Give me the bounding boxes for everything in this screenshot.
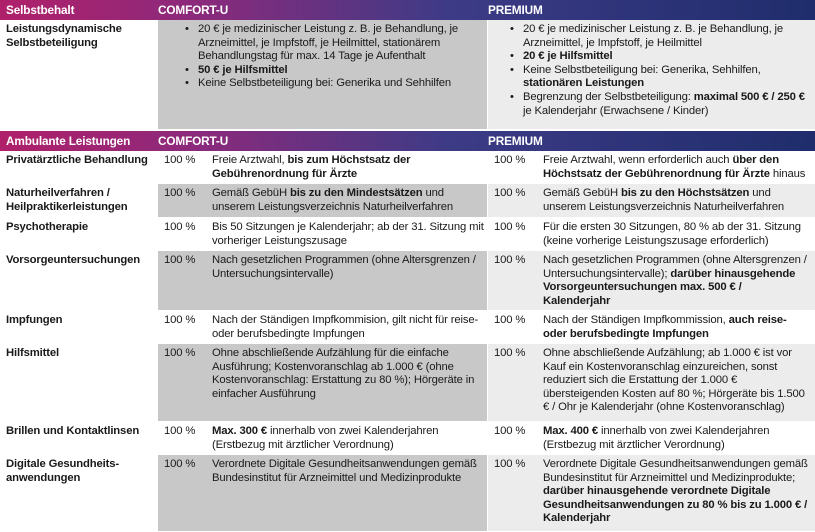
- comfort-percentage: 100 %: [164, 458, 196, 470]
- comfort-bullet-list: [183, 23, 483, 91]
- premium-percentage: 100 %: [494, 154, 526, 166]
- premium-percentage: 100 %: [494, 314, 526, 326]
- premium-description: Gemäß GebüH bis zu den Höchstsätzen und unserem Leistungsverzeichnis Naturheilverfahren: [543, 187, 784, 213]
- table-row: [0, 344, 815, 422]
- list-item: • Begrenzung der Selbstbeteiligung: maximal 500 € / 250 € je Kalenderjahr (Erwachsene / Kinder): [508, 91, 811, 118]
- list-item: • Keine Selbstbeteiligung bei: Generika und Sehhilfen: [183, 77, 483, 91]
- premium-description: Ohne abschließende Aufzählung; ab 1.000 € ist vor Kauf ein Kostenvoranschlag einzureichen, sonst reduziert sich die Erstattung der 1.000 € übersteigenden Kosten auf 80 %; Hörgeräte bis 1.500 € / Ohr je Kalenderjahr (ohne Kostenvoranschlag): [543, 347, 805, 414]
- row-label: Vorsorgeuntersuchungen: [6, 254, 140, 266]
- column-header-premium: PREMIUM: [488, 3, 543, 17]
- comfort-percentage: 100 %: [164, 347, 196, 359]
- row-label: Digitale Gesundheits-anwendungen: [6, 458, 119, 484]
- comfort-percentage: 100 %: [164, 187, 196, 199]
- premium-percentage: 100 %: [494, 458, 526, 470]
- table-row: [0, 422, 815, 455]
- premium-percentage: 100 %: [494, 254, 526, 266]
- comfort-description: Nach gesetzlichen Programmen (ohne Altersgrenzen / Untersuchungsintervalle): [212, 254, 476, 280]
- column-header-comfort: COMFORT-U: [158, 3, 229, 17]
- list-item: • 20 € je medizinischer Leistung z. B. je Behandlung, je Arzneimittel, je Impfstoff, je Heilmittel, stationärem Behandlungstag für max. 14 Tage je Aufenthalt: [183, 23, 483, 64]
- table-row: [0, 455, 815, 532]
- column-header-premium: PREMIUM: [488, 134, 543, 148]
- comfort-description: Gemäß GebüH bis zu den Mindestsätzen und unserem Leistungsverzeichnis Naturheilverfahren: [212, 187, 453, 213]
- table-row: [0, 20, 815, 130]
- section-title: Selbstbehalt: [6, 3, 75, 17]
- comfort-description: Freie Arztwahl, bis zum Höchstsatz der Gebührenordnung für Ärzte: [212, 154, 411, 180]
- comfort-percentage: 100 %: [164, 221, 196, 233]
- premium-percentage: 100 %: [494, 221, 526, 233]
- table-row: [0, 251, 815, 311]
- row-label: Brillen und Kontaktlinsen: [6, 425, 140, 437]
- section-header-ambulante-leistungen: [0, 131, 815, 151]
- row-label: Impfungen: [6, 314, 63, 326]
- premium-description: Verordnete Digitale Gesundheitsanwendungen gemäß Bundesinstitut für Arzneimittel und Medizinprodukte; darüber hinausgehende verordnete Digitale Gesundheitsanwendungen zu 80 % bis zu 1.000 € / Kalenderjahr: [543, 458, 808, 525]
- table-row: [0, 151, 815, 184]
- premium-percentage: 100 %: [494, 347, 526, 359]
- premium-bullet-list: [508, 23, 811, 118]
- row-label: Hilfsmittel: [6, 347, 59, 359]
- list-item: • 20 € je Hilfsmittel: [508, 50, 811, 64]
- comfort-description: Max. 300 € innerhalb von zwei Kalenderjahren (Erstbezug mit ärztlicher Verordnung): [212, 425, 439, 451]
- section-title: Ambulante Leistungen: [6, 134, 131, 148]
- row-label: Privatärztliche Behandlung: [6, 154, 148, 166]
- premium-description: Freie Arztwahl, wenn erforderlich auch über den Höchstsatz der Gebührenordnung für Ärzte hinaus: [543, 154, 806, 180]
- premium-percentage: 100 %: [494, 187, 526, 199]
- row-label: Leistungsdynamische Selbstbeteiligung: [6, 23, 122, 49]
- row-label: Psychotherapie: [6, 221, 89, 233]
- table-row: [0, 184, 815, 218]
- list-item: • Keine Selbstbeteiligung bei: Generika, Sehhilfen, stationären Leistungen: [508, 64, 811, 91]
- table-row: [0, 311, 815, 344]
- premium-description: Nach der Ständigen Impfkommission, auch reise- oder berufsbedingte Impfungen: [543, 314, 787, 340]
- list-item: • 20 € je medizinischer Leistung z. B. je Behandlung, je Arzneimittel, je Impfstoff, je Heilmittel: [508, 23, 811, 50]
- comfort-description: Nach der Ständigen Impfkommision, gilt nicht für reise- oder berufsbedingte Impfungen: [212, 314, 479, 340]
- comfort-percentage: 100 %: [164, 425, 196, 437]
- premium-description: Max. 400 € innerhalb von zwei Kalenderjahren (Erstbezug mit ärztlicher Verordnung): [543, 425, 770, 451]
- comfort-percentage: 100 %: [164, 254, 196, 266]
- section-header-selbstbehalt: [0, 0, 815, 20]
- premium-description: Für die ersten 30 Sitzungen, 80 % ab der 31. Sitzung (keine vorherige Leistungszusage erforderlich): [543, 221, 801, 247]
- column-header-comfort: COMFORT-U: [158, 134, 229, 148]
- list-item: • 50 € je Hilfsmittel: [183, 64, 483, 78]
- comfort-description: Ohne abschließende Aufzählung für die einfache Ausführung; Kostenvoranschlag ab 1.000 € (ohne Kostenvoranschlag: Erstattung zu 80 %); Hörgeräte in einfacher Ausführung: [212, 347, 475, 400]
- premium-description: Nach gesetzlichen Programmen (ohne Altersgrenzen / Untersuchungsintervalle); darüber hinausgehende Vorsorgeuntersuchungen max. 500 € / Kalenderjahr: [543, 254, 807, 307]
- row-label: Naturheilverfahren / Heilpraktikerleistungen: [6, 187, 128, 213]
- comfort-description: Verordnete Digitale Gesundheitsanwendungen gemäß Bundesinstitut für Arzneimittel und Medizinprodukte: [212, 458, 477, 484]
- comfort-percentage: 100 %: [164, 314, 196, 326]
- comfort-description: Bis 50 Sitzungen je Kalenderjahr; ab der 31. Sitzung mit vorheriger Leistungszusage: [212, 221, 484, 247]
- comfort-percentage: 100 %: [164, 154, 196, 166]
- table-row: [0, 218, 815, 251]
- premium-percentage: 100 %: [494, 425, 526, 437]
